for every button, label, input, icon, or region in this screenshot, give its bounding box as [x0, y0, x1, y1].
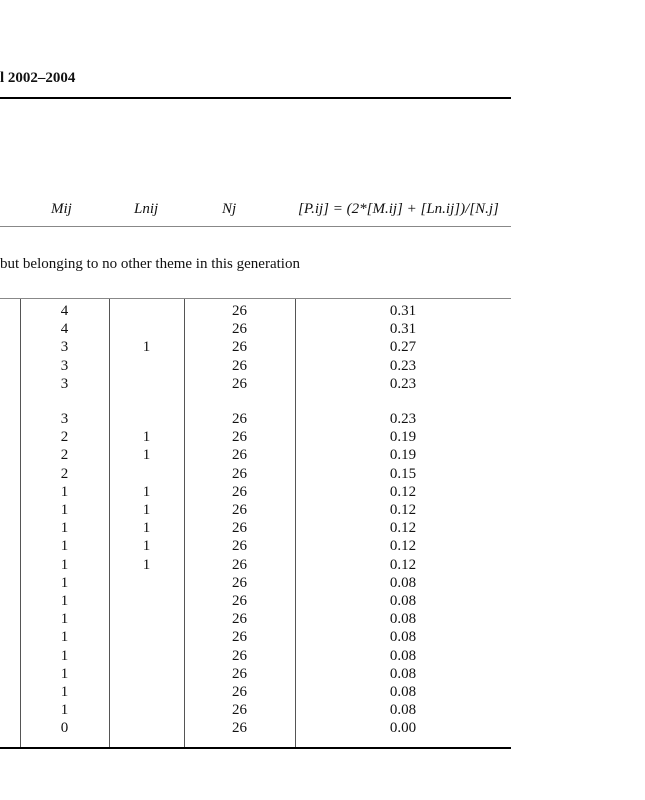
cell-nj: 26	[232, 611, 247, 628]
header-lnij: Lnij	[134, 201, 159, 217]
cell-p: 0.08	[389, 702, 417, 719]
cell-p: 0.08	[389, 593, 417, 609]
header-nj: Nj	[222, 201, 237, 217]
cell-mij: 1	[60, 684, 69, 700]
cell-mij: 1	[60, 574, 69, 591]
cell-lnij: 1	[142, 556, 151, 573]
cell-mij: 1	[60, 556, 69, 573]
cell-nj: 26	[232, 538, 247, 555]
cell-mij: 1	[60, 702, 69, 719]
cell-p: 0.31	[389, 321, 417, 338]
cell-p: 0.12	[389, 520, 417, 537]
cell-nj: 26	[232, 375, 247, 392]
cell-p: 0.08	[389, 574, 417, 591]
cell-nj: 26	[232, 411, 247, 427]
cell-mij: 0	[60, 720, 69, 737]
cell-lnij: 1	[142, 483, 151, 500]
cell-nj: 26	[232, 720, 247, 737]
cell-mij: 2	[60, 429, 69, 446]
cell-p: 0.31	[389, 303, 417, 319]
section-subtitle: but belonging to no other theme in this generation	[0, 256, 300, 272]
cell-nj: 26	[232, 357, 247, 374]
cell-p: 0.00	[389, 720, 417, 737]
cell-nj: 26	[232, 303, 247, 319]
table-title: l 2002–2004	[0, 70, 76, 86]
cell-p: 0.12	[389, 538, 417, 555]
header-mij: Mij	[51, 201, 72, 217]
cell-mij: 1	[60, 647, 69, 664]
cell-lnij: 1	[142, 447, 151, 464]
cell-p: 0.08	[389, 629, 417, 646]
cell-p: 0.23	[389, 357, 417, 374]
cell-nj: 26	[232, 465, 247, 482]
cell-nj: 26	[232, 629, 247, 646]
cell-mij: 3	[60, 411, 69, 427]
cell-p: 0.12	[389, 483, 417, 500]
cell-mij: 3	[60, 375, 69, 392]
cell-nj: 26	[232, 483, 247, 500]
cell-nj: 26	[232, 647, 247, 664]
cell-mij: 1	[60, 593, 69, 609]
cell-nj: 26	[232, 556, 247, 573]
cell-lnij: 1	[142, 502, 151, 518]
cell-mij: 3	[60, 357, 69, 374]
cell-mij: 1	[60, 520, 69, 537]
cell-p: 0.08	[389, 647, 417, 664]
cell-nj: 26	[232, 574, 247, 591]
cell-nj: 26	[232, 520, 247, 537]
cell-nj: 26	[232, 447, 247, 464]
cell-mij: 1	[60, 502, 69, 518]
bottom-rule	[0, 747, 511, 749]
cell-mij: 1	[60, 611, 69, 628]
cell-mij: 4	[60, 303, 69, 319]
cell-nj: 26	[232, 593, 247, 609]
cell-lnij: 1	[142, 538, 151, 555]
cell-mij: 1	[60, 483, 69, 500]
cell-p: 0.19	[389, 429, 417, 446]
cell-lnij: 1	[142, 429, 151, 446]
cell-nj: 26	[232, 339, 247, 356]
cell-mij: 1	[60, 665, 69, 682]
cell-nj: 26	[232, 502, 247, 518]
cell-mij: 2	[60, 447, 69, 464]
cell-p: 0.23	[389, 411, 417, 427]
cell-mij: 2	[60, 465, 69, 482]
header-formula: [P.ij] = (2*[M.ij] + [Ln.ij])/[N.j]	[298, 201, 499, 217]
cell-p: 0.08	[389, 684, 417, 700]
cell-p: 0.15	[389, 465, 417, 482]
cell-nj: 26	[232, 684, 247, 700]
cell-mij: 1	[60, 629, 69, 646]
cell-lnij: 1	[142, 520, 151, 537]
cell-p: 0.12	[389, 556, 417, 573]
cell-p: 0.08	[389, 665, 417, 682]
cell-p: 0.12	[389, 502, 417, 518]
cell-lnij: 1	[142, 339, 151, 356]
cell-nj: 26	[232, 702, 247, 719]
cell-p: 0.23	[389, 375, 417, 392]
cell-nj: 26	[232, 665, 247, 682]
cell-mij: 1	[60, 538, 69, 555]
cell-nj: 26	[232, 321, 247, 338]
cell-mij: 4	[60, 321, 69, 338]
cell-mij: 3	[60, 339, 69, 356]
cell-nj: 26	[232, 429, 247, 446]
cell-p: 0.19	[389, 447, 417, 464]
cell-p: 0.27	[389, 339, 417, 356]
cell-p: 0.08	[389, 611, 417, 628]
